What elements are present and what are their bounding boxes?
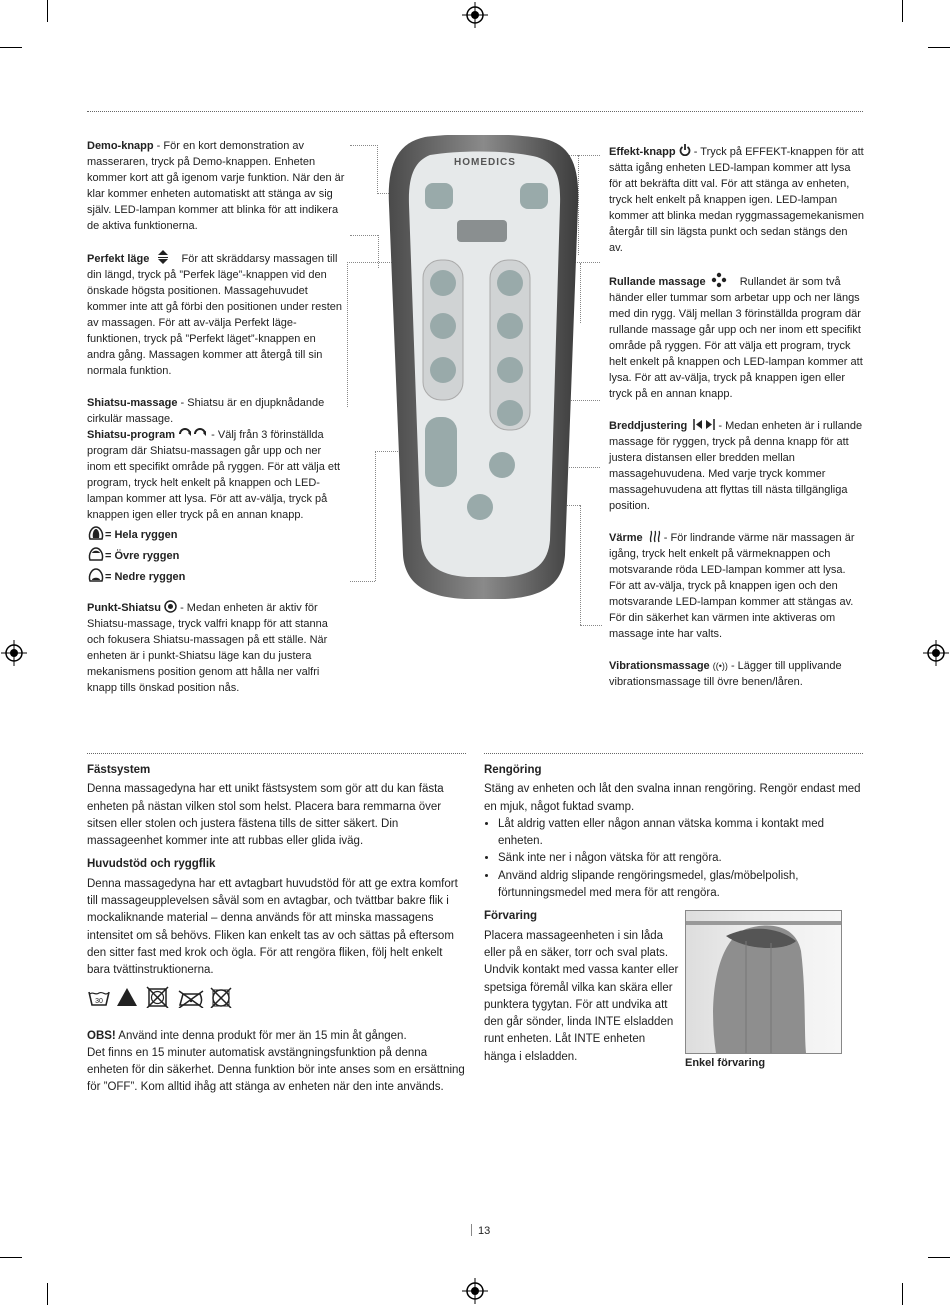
connector-line [350,145,378,194]
remote-brand: HOMEDICS [454,157,516,168]
varme-title: Värme [609,532,643,544]
rolling-upper-button[interactable] [497,313,523,339]
program-section [87,427,345,523]
storage-caption: Enkel förvaring [685,1057,766,1069]
perfect-position-button[interactable] [457,220,507,242]
storage-photo [685,910,842,1054]
rullande-title: Rullande massage [609,276,706,288]
bredd-section [609,418,864,514]
legend-item: = Hela ryggen [87,525,345,546]
vibration-text: - Lägger till upplivande vibrationsmassage till övre benen/låren. [609,660,842,688]
wash-symbols-icon [87,986,237,1008]
forv-text: Placera massageenheten i sin låda eller på en säker, torr och sval plats. Undvik kontakt med vassa kanter eller spetsiga föremål vilka kan skära eller punktera tygytan. För att undvika att den går sönder, linda INTE elsladden runt enheten. Låt INTE enheten hänga i elsladden. [484,929,679,1063]
effekt-text: - Tryck på EFFEKT-knappen för att sätta igång enheten LED-lampan kommer att lysa för att bekräfta ditt val. För att stänga av enheten, tryck helt enkelt på knappen igen. LED-lampan kommer att blinka medan ryggmassagemekanismen återgår till sin lägsta punkt och sedan stängs den av. [609,146,864,254]
punkt-section [87,600,345,696]
obs-text: Det finns en 15 minuter automatisk avstängningsfunktion på denna enheten för din säkerhet. Denna funktion bör inte anses som en ersättning för ”OFF”. Kom alltid ihåg att stänga av enheten när den inte används. [87,1046,465,1094]
registration-mark-icon [462,1278,488,1304]
rolling-lower-button[interactable] [497,357,523,383]
heat-button[interactable] [489,452,515,478]
rullande-section [609,272,864,402]
registration-mark-icon [923,640,949,666]
width-icon [693,419,715,430]
demo-title: Demo-knapp [87,140,154,152]
registration-mark-icon [1,640,27,666]
demo-section [87,138,345,234]
crop-mark [928,47,950,48]
registration-mark-icon [462,2,488,28]
legend-item: = Nedre ryggen [87,567,345,588]
perfect-position-icon [156,250,170,264]
spot-target-icon [164,600,177,613]
crop-mark [0,47,22,48]
crop-mark [47,0,48,22]
punkt-text: - Medan enheten är aktiv för Shiatsu-massage, tryck valfri knapp för att stanna och fokusera Shiatsu-massagen på ett ställe. När enheten är i punkt-Shiatsu läge kan du justera mekanismens position genom att hålla ner valfri knapp tills önskad position nås. [87,602,328,694]
forv-title: Förvaring [484,910,538,923]
huvud-title: Huvudstöd och ryggflik [87,858,216,871]
lower-back-icon [87,568,105,582]
connector-line [347,262,348,407]
bredd-title: Breddjustering [609,420,688,432]
crop-mark [902,0,903,22]
obs-title: OBS! [87,1029,116,1042]
shiatsu-lower-button[interactable] [430,357,456,383]
heat-icon [649,530,661,543]
legend-list [87,525,345,588]
bottom-left-divider [87,753,466,754]
right-descriptions [609,144,864,690]
bottom-left-column [87,762,465,1097]
list-item: • Sänk inte ner i någon vätska för att rengöra. [498,850,864,867]
fast-title: Fästsystem [87,764,151,776]
shiatsu-title: Shiatsu-massage [87,397,178,409]
spot-adjust-button[interactable] [425,417,457,487]
effekt-section [609,144,864,256]
rullande-text: Rullandet är som två händer eller tummar som arbetar upp och ner längs med din rygg. Välj mellan 3 förinställda program där rullande massage går upp och ner inom ett specifikt område på ryggen. För att välja ett program, tryck helt enkelt på knappen och LED-lampan kommer att lysa. För att av-välja, tryck på knappen igen eller tryck på en annan knapp. [609,276,863,400]
width-adjust-button[interactable] [497,400,523,426]
effekt-title: Effekt-knapp [609,146,676,158]
program-title: Shiatsu-program [87,429,176,441]
left-descriptions [87,138,345,696]
program-text: - Välj från 3 förinställda program där Shiatsu-massagen går upp och ner inom ett specifikt område på ryggen. För att välja ett program, tryck helt enkelt på knappen och LED-lampan kommer att lysa. För att av-välja, tryck på knappen igen eller tryck på en annan knapp. [87,429,341,521]
perfekt-title: Perfekt läge [87,253,150,265]
vibration-section [609,658,864,690]
connector-line [580,263,581,323]
obs-line1: Använd inte denna produkt för mer än 15 min åt gången. [115,1029,407,1042]
list-item: • Låt aldrig vatten eller någon annan vätska komma i kontakt med enheten. [498,816,864,851]
rolling-icon [711,272,727,288]
shiatsu-section [87,395,345,427]
reng-bullets [484,816,864,902]
connector-line [580,625,602,626]
page-number-bar [471,1224,472,1236]
connector-line [378,235,379,268]
rolling-full-button[interactable] [497,270,523,296]
connector-line [375,451,376,581]
reng-text: Stäng av enheten och låt den svalna innan rengöring. Rengör endast med en mjuk, något fuktad svamp. [484,783,861,813]
demo-button[interactable] [425,183,453,209]
punkt-title: Punkt-Shiatsu [87,602,161,614]
crop-mark [0,1257,22,1258]
huvud-text: Denna massagedyna har ett avtagbart huvudstöd för att ge extra komfort till massageupplevelsen såväl som en avtagbar, och tvättbar bakre flik i mockaliknande material – denna används för att minska massagens intensitet om så behövs. Fliken kan enkelt tas av och sättas på eftersom den sitter fast med krok och ögla. För att rengöra fliken, följ helt enkelt bara tvättinstruktionerna. [87,877,458,977]
reng-title: Rengöring [484,764,542,776]
top-divider [87,111,863,112]
page-number: 13 [478,1225,491,1237]
shiatsu-text: - Shiatsu är en djupknådande cirkulär massage. [87,397,325,425]
perfekt-section [87,250,345,379]
fast-text: Denna massagedyna har ett unikt fästsystem som gör att du kan fästa enheten på nästan vilken stol som helst. Placera bara remmarna över sitsen eller stolen och justera fästena tills de sitter säkert. Din massageenhet kommer inte att rubbas eller glida iväg. [87,783,444,848]
varme-section [609,530,864,642]
demo-text: - För en kort demonstration av masseraren, tryck på Demo-knappen. Enheten kommer kort att gå igenom varje funktion. När den är klar kommer enheten automatiskt att stänga av sig själv. LED-lampan kommer att blinka för att indikera de aktiva funktionerna. [87,140,345,232]
shiatsu-upper-button[interactable] [430,313,456,339]
list-item: • Använd aldrig slipande rengöringsmedel, glas/möbelpolish, förtunningsmedel med mera för att rengöra. [498,868,864,903]
upper-back-icon [87,547,105,561]
crop-mark [902,1283,903,1305]
shiatsu-program-icon [178,427,208,440]
obs-section [87,1028,465,1097]
power-button[interactable] [520,183,548,209]
full-back-icon [87,526,105,540]
vibration-icon: ((•)) [712,661,728,671]
connector-line [350,581,375,582]
vibration-button[interactable] [467,494,493,520]
svg-text:30: 30 [95,997,103,1005]
bottom-right-divider [484,753,863,754]
care-symbols [87,986,465,1010]
hanging-massager-image [686,911,841,1053]
crop-mark [928,1257,950,1258]
connector-line [350,235,378,236]
power-icon [679,144,691,156]
shiatsu-full-button[interactable] [430,270,456,296]
varme-text: - För lindrande värme när massagen är igång, tryck helt enkelt på värmeknappen och motsvarande röda LED-lampan kommer att lysa. För att av-välja, tryck på knappen igen och den motsvarande LED-lampan kommer att stängas av. För din säkerhet kan värmen inte aktiveras om massage inte har valts. [609,532,855,640]
remote-control-image [385,135,580,600]
crop-mark [47,1283,48,1305]
vibration-title: Vibrationsmassage [609,660,710,672]
perfekt-text: För att skräddarsy massagen till din längd, tryck på ”Perfek läge”-knappen vid den önskade högsta positionen. Massagehuvudet kommer inte att gå förbi den positionen under resten av massagen. För att av-välja Perfekt läge-funktionen, tryck på ”Perfekt läget”-knappen en andra gång. Massagen kommer att återgå till sin normala funktion. [87,253,342,377]
bredd-text: - Medan enheten är i rullande massage för ryggen, tryck på denna knapp för att justera distansen eller bredden mellan massagehuvudena. Med varje tryck kommer massagehuvudena att flyttas till nästa tillgängliga position. [609,420,863,512]
legend-item: = Övre ryggen [87,546,345,567]
connector-line [580,505,581,625]
